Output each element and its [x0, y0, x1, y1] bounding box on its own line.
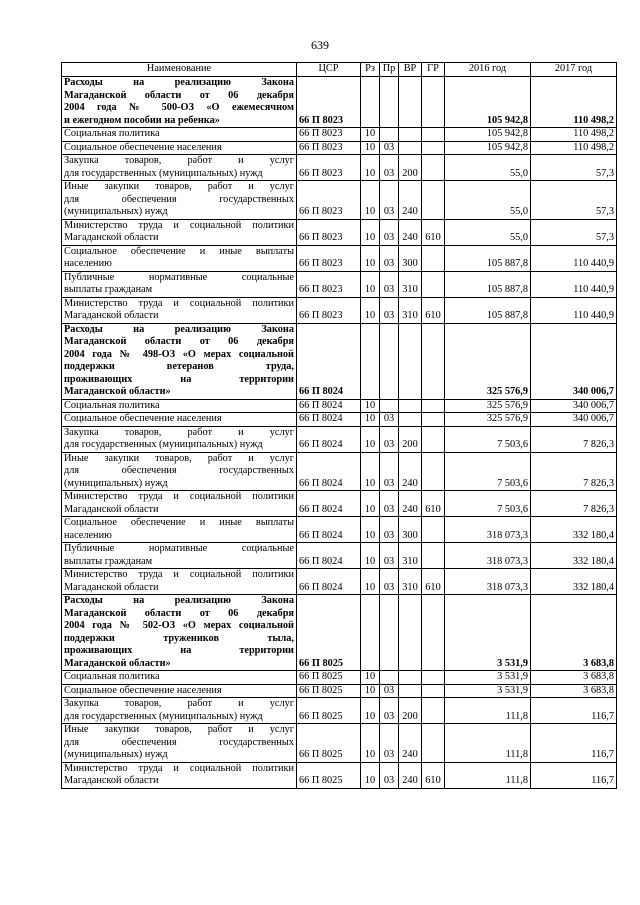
- row-value-2016: 105 942,8: [445, 128, 531, 142]
- table-row: [62, 684, 617, 698]
- row-vr: [399, 684, 422, 698]
- row-value-2016: 111,8: [445, 762, 531, 788]
- row-gr: [422, 698, 445, 724]
- row-vr: 310: [399, 543, 422, 569]
- row-name: [62, 271, 297, 297]
- table-row: [62, 595, 617, 671]
- row-value-2017: 116,7: [531, 698, 617, 724]
- table-row: [62, 141, 617, 155]
- row-name-line: Расходы на реализацию Закона: [64, 77, 294, 88]
- row-name-line: и ежегодном пособии на ребенка»: [64, 114, 220, 126]
- row-pr: 03: [380, 724, 399, 763]
- col-header-rz: Рз: [361, 63, 380, 77]
- table-row: [62, 724, 617, 763]
- row-name-line: Публичные нормативные социальные: [64, 271, 294, 283]
- row-value-2016: 105 887,8: [445, 297, 531, 323]
- table-row: [62, 413, 617, 427]
- row-pr: 03: [380, 684, 399, 698]
- row-name-line: проживающих на территории: [64, 645, 294, 656]
- row-name-line: выплаты гражданам: [64, 555, 153, 567]
- row-value-2017: 116,7: [531, 724, 617, 763]
- table-row: [62, 399, 617, 413]
- row-name-line: Социальное обеспечение и иные выплаты: [64, 517, 294, 528]
- row-name-line: Социальное обеспечение и иные выплаты: [64, 245, 294, 257]
- row-csr: 66 П 8023: [297, 181, 361, 220]
- row-value-2016: 111,8: [445, 724, 531, 763]
- row-name-line: Магаданской области: [64, 232, 159, 243]
- table-row: [62, 569, 617, 595]
- row-vr: 310: [399, 271, 422, 297]
- row-name-line: Магаданской области»: [64, 386, 171, 397]
- row-name-line: для государственных (муниципальных) нужд: [64, 710, 263, 722]
- row-pr: [380, 128, 399, 142]
- row-rz: 10: [361, 413, 380, 427]
- table-row: [62, 762, 617, 788]
- row-name: [62, 413, 297, 427]
- row-value-2016: 55,0: [445, 155, 531, 181]
- row-pr: 03: [380, 452, 399, 491]
- row-value-2016: 111,8: [445, 698, 531, 724]
- row-name-line: Министерство труда и социальной политики: [64, 491, 294, 502]
- row-gr: [422, 684, 445, 698]
- row-pr: [380, 399, 399, 413]
- table-row: [62, 297, 617, 323]
- row-pr: 03: [380, 426, 399, 452]
- row-gr: [422, 452, 445, 491]
- row-name: [62, 762, 297, 788]
- row-value-2017: 340 006,7: [531, 399, 617, 413]
- row-value-2016: 3 531,9: [445, 671, 531, 685]
- row-pr: 03: [380, 245, 399, 271]
- row-name: [62, 399, 297, 413]
- row-csr: 66 П 8024: [297, 399, 361, 413]
- row-rz: 10: [361, 762, 380, 788]
- table-row: [62, 128, 617, 142]
- table-row: [62, 543, 617, 569]
- row-rz: 10: [361, 181, 380, 220]
- table-row: [62, 219, 617, 245]
- row-name-line: Магаданской области»: [64, 657, 171, 669]
- row-name-line: 2004 года № 498-ОЗ «О мерах социальной: [64, 348, 294, 360]
- row-name: [62, 426, 297, 452]
- row-name-line: проживающих на территории: [64, 373, 294, 385]
- row-rz: 10: [361, 671, 380, 685]
- table-row: [62, 323, 617, 399]
- row-pr: 03: [380, 181, 399, 220]
- row-name-line: Магаданской области: [64, 775, 159, 786]
- row-gr: [422, 245, 445, 271]
- row-name: [62, 141, 297, 155]
- page-number: 639: [311, 38, 329, 52]
- table-row: [62, 491, 617, 517]
- row-vr: [399, 399, 422, 413]
- row-name-line: Министерство труда и социальной политики: [64, 297, 294, 309]
- row-rz: 10: [361, 141, 380, 155]
- row-name: [62, 491, 297, 517]
- row-vr: [399, 128, 422, 142]
- row-vr: 300: [399, 517, 422, 543]
- row-value-2016: 325 576,9: [445, 323, 531, 399]
- row-pr: 03: [380, 517, 399, 543]
- row-value-2016: 105 887,8: [445, 245, 531, 271]
- table-body: [62, 77, 617, 789]
- row-gr: [422, 399, 445, 413]
- row-rz: 10: [361, 452, 380, 491]
- row-name-line: поддержки ветеранов труда,: [64, 361, 294, 372]
- row-gr: [422, 128, 445, 142]
- row-name-line: Социальное обеспечение населения: [64, 413, 222, 424]
- col-header-2017: 2017 год: [531, 63, 617, 77]
- row-value-2017: 110 440,9: [531, 271, 617, 297]
- row-name-line: для государственных (муниципальных) нужд: [64, 167, 263, 179]
- row-value-2017: 332 180,4: [531, 517, 617, 543]
- row-name-line: населению: [64, 258, 112, 269]
- col-header-2016: 2016 год: [445, 63, 531, 77]
- row-name: [62, 595, 297, 671]
- row-rz: [361, 77, 380, 128]
- row-name: [62, 569, 297, 595]
- row-gr: [422, 181, 445, 220]
- table-row: [62, 181, 617, 220]
- row-name-line: для государственных (муниципальных) нужд: [64, 439, 263, 450]
- row-name-line: Магаданской области: [64, 581, 159, 593]
- row-value-2016: 318 073,3: [445, 517, 531, 543]
- row-value-2017: 340 006,7: [531, 323, 617, 399]
- row-name: [62, 155, 297, 181]
- row-csr: 66 П 8025: [297, 595, 361, 671]
- row-vr: 240: [399, 491, 422, 517]
- row-pr: 03: [380, 543, 399, 569]
- row-gr: [422, 155, 445, 181]
- row-csr: 66 П 8025: [297, 684, 361, 698]
- row-value-2017: 7 826,3: [531, 426, 617, 452]
- row-value-2016: 325 576,9: [445, 399, 531, 413]
- row-value-2016: 318 073,3: [445, 569, 531, 595]
- row-name-line: Социальная политика: [64, 671, 160, 682]
- row-name: [62, 724, 297, 763]
- row-name: [62, 181, 297, 220]
- table-row: [62, 517, 617, 543]
- row-name: [62, 543, 297, 569]
- row-csr: 66 П 8024: [297, 413, 361, 427]
- row-name-line: Министерство труда и социальной политики: [64, 219, 294, 231]
- row-value-2016: 55,0: [445, 181, 531, 220]
- col-header-pr: Пр: [380, 63, 399, 77]
- row-vr: 300: [399, 245, 422, 271]
- row-vr: 240: [399, 724, 422, 763]
- row-name: [62, 245, 297, 271]
- row-value-2016: 318 073,3: [445, 543, 531, 569]
- row-name-line: населению: [64, 529, 112, 541]
- row-value-2017: 110 440,9: [531, 245, 617, 271]
- row-csr: 66 П 8023: [297, 141, 361, 155]
- row-csr: 66 П 8024: [297, 323, 361, 399]
- row-value-2017: 57,3: [531, 181, 617, 220]
- row-name-line: Магаданской области от 06 декабря: [64, 89, 294, 101]
- row-gr: 610: [422, 297, 445, 323]
- row-csr: 66 П 8024: [297, 426, 361, 452]
- row-rz: 10: [361, 271, 380, 297]
- row-gr: [422, 77, 445, 128]
- row-rz: 10: [361, 517, 380, 543]
- row-vr: 200: [399, 426, 422, 452]
- row-csr: 66 П 8023: [297, 219, 361, 245]
- row-rz: 10: [361, 155, 380, 181]
- row-csr: 66 П 8023: [297, 271, 361, 297]
- row-name-line: Публичные нормативные социальные: [64, 543, 294, 554]
- row-value-2016: 55,0: [445, 219, 531, 245]
- row-csr: 66 П 8023: [297, 77, 361, 128]
- row-csr: 66 П 8025: [297, 762, 361, 788]
- row-pr: 03: [380, 219, 399, 245]
- row-name-line: Иные закупки товаров, работ и услуг: [64, 452, 294, 464]
- row-value-2016: 105 942,8: [445, 77, 531, 128]
- row-pr: 03: [380, 491, 399, 517]
- row-gr: 610: [422, 569, 445, 595]
- row-value-2016: 7 503,6: [445, 491, 531, 517]
- table-row: [62, 245, 617, 271]
- row-value-2016: 7 503,6: [445, 426, 531, 452]
- row-name: [62, 219, 297, 245]
- table-row: [62, 271, 617, 297]
- row-name-line: (муниципальных) нужд: [64, 749, 168, 760]
- row-name-line: Закупка товаров, работ и услуг: [64, 426, 294, 438]
- row-value-2016: 105 942,8: [445, 141, 531, 155]
- row-name: [62, 517, 297, 543]
- row-name-line: Социальная политика: [64, 128, 160, 139]
- row-vr: 200: [399, 155, 422, 181]
- row-pr: 03: [380, 762, 399, 788]
- row-csr: 66 П 8025: [297, 724, 361, 763]
- row-name: [62, 297, 297, 323]
- row-vr: 200: [399, 698, 422, 724]
- row-gr: 610: [422, 491, 445, 517]
- row-gr: [422, 724, 445, 763]
- row-name-line: Расходы на реализацию Закона: [64, 595, 294, 606]
- row-value-2017: 110 498,2: [531, 128, 617, 142]
- row-csr: 66 П 8025: [297, 671, 361, 685]
- row-name-line: (муниципальных) нужд: [64, 206, 168, 217]
- row-rz: 10: [361, 684, 380, 698]
- table-row: [62, 426, 617, 452]
- row-vr: [399, 595, 422, 671]
- row-name-line: Расходы на реализацию Закона: [64, 323, 294, 335]
- row-csr: 66 П 8024: [297, 491, 361, 517]
- table-row: [62, 77, 617, 128]
- row-vr: 240: [399, 452, 422, 491]
- row-name-line: Магаданской области: [64, 310, 159, 321]
- row-name-line: поддержки тружеников тыла,: [64, 632, 294, 644]
- table-row: [62, 671, 617, 685]
- row-rz: 10: [361, 245, 380, 271]
- row-name-line: Иные закупки товаров, работ и услуг: [64, 724, 294, 735]
- row-name-line: 2004 года № 500-ОЗ «О ежемесячном: [64, 102, 294, 113]
- row-value-2016: 105 887,8: [445, 271, 531, 297]
- row-csr: 66 П 8023: [297, 245, 361, 271]
- row-name-line: Магаданской области: [64, 503, 159, 515]
- row-value-2017: 57,3: [531, 155, 617, 181]
- row-gr: [422, 543, 445, 569]
- row-name-line: Магаданской области от 06 декабря: [64, 607, 294, 619]
- row-value-2017: 3 683,8: [531, 595, 617, 671]
- row-vr: 240: [399, 219, 422, 245]
- row-value-2016: 325 576,9: [445, 413, 531, 427]
- row-pr: 03: [380, 141, 399, 155]
- row-rz: 10: [361, 399, 380, 413]
- row-pr: [380, 595, 399, 671]
- row-value-2017: 332 180,4: [531, 543, 617, 569]
- row-name-line: Закупка товаров, работ и услуг: [64, 698, 294, 709]
- row-rz: 10: [361, 698, 380, 724]
- table-row: [62, 452, 617, 491]
- col-header-name: Наименование: [62, 63, 297, 77]
- row-value-2016: 7 503,6: [445, 452, 531, 491]
- row-value-2016: 3 531,9: [445, 595, 531, 671]
- row-vr: 240: [399, 762, 422, 788]
- row-name-line: (муниципальных) нужд: [64, 477, 168, 489]
- row-name-line: Иные закупки товаров, работ и услуг: [64, 181, 294, 192]
- row-pr: [380, 77, 399, 128]
- row-gr: [422, 426, 445, 452]
- row-csr: 66 П 8024: [297, 452, 361, 491]
- row-name: [62, 128, 297, 142]
- row-name: [62, 323, 297, 399]
- row-value-2017: 3 683,8: [531, 684, 617, 698]
- row-value-2017: 57,3: [531, 219, 617, 245]
- row-name-line: выплаты гражданам: [64, 284, 153, 295]
- row-csr: 66 П 8024: [297, 543, 361, 569]
- row-rz: 10: [361, 491, 380, 517]
- table-header: [62, 63, 617, 77]
- row-name: [62, 684, 297, 698]
- row-vr: 310: [399, 297, 422, 323]
- row-pr: 03: [380, 569, 399, 595]
- row-rz: [361, 595, 380, 671]
- row-vr: [399, 77, 422, 128]
- row-rz: 10: [361, 219, 380, 245]
- row-rz: [361, 323, 380, 399]
- col-header-csr: ЦСР: [297, 63, 361, 77]
- row-rz: 10: [361, 426, 380, 452]
- row-pr: [380, 323, 399, 399]
- row-gr: [422, 271, 445, 297]
- budget-table: [61, 62, 617, 789]
- row-gr: [422, 323, 445, 399]
- row-name: [62, 77, 297, 128]
- col-header-vr: ВР: [399, 63, 422, 77]
- row-name: [62, 671, 297, 685]
- row-vr: 310: [399, 569, 422, 595]
- table-row: [62, 698, 617, 724]
- row-name: [62, 698, 297, 724]
- row-value-2016: 3 531,9: [445, 684, 531, 698]
- row-name-line: Министерство труда и социальной политики: [64, 762, 294, 774]
- row-vr: [399, 671, 422, 685]
- row-pr: 03: [380, 413, 399, 427]
- row-vr: [399, 413, 422, 427]
- row-name-line: для обеспечения государственных: [64, 736, 294, 748]
- row-csr: 66 П 8023: [297, 128, 361, 142]
- row-pr: 03: [380, 698, 399, 724]
- row-name-line: Социальное обеспечение населения: [64, 684, 222, 696]
- row-name-line: Министерство труда и социальной политики: [64, 569, 294, 580]
- row-name: [62, 452, 297, 491]
- row-vr: 240: [399, 181, 422, 220]
- table-row: [62, 155, 617, 181]
- row-value-2017: 340 006,7: [531, 413, 617, 427]
- row-name-line: Закупка товаров, работ и услуг: [64, 155, 294, 166]
- row-pr: [380, 671, 399, 685]
- row-name-line: Социальная политика: [64, 399, 160, 411]
- row-name-line: Магаданской области от 06 декабря: [64, 336, 294, 347]
- row-gr: 610: [422, 762, 445, 788]
- row-name-line: для обеспечения государственных: [64, 465, 294, 476]
- row-csr: 66 П 8023: [297, 155, 361, 181]
- row-gr: [422, 413, 445, 427]
- row-value-2017: 110 498,2: [531, 77, 617, 128]
- row-value-2017: 3 683,8: [531, 671, 617, 685]
- col-header-gr: ГР: [422, 63, 445, 77]
- row-rz: 10: [361, 128, 380, 142]
- row-gr: [422, 141, 445, 155]
- row-name-line: для обеспечения государственных: [64, 193, 294, 205]
- row-rz: 10: [361, 724, 380, 763]
- row-pr: 03: [380, 297, 399, 323]
- row-csr: 66 П 8025: [297, 698, 361, 724]
- row-vr: [399, 323, 422, 399]
- row-csr: 66 П 8023: [297, 297, 361, 323]
- row-name-line: Социальное обеспечение населения: [64, 141, 222, 153]
- row-pr: 03: [380, 155, 399, 181]
- row-value-2017: 110 440,9: [531, 297, 617, 323]
- row-value-2017: 116,7: [531, 762, 617, 788]
- row-rz: 10: [361, 569, 380, 595]
- row-value-2017: 332 180,4: [531, 569, 617, 595]
- row-rz: 10: [361, 297, 380, 323]
- row-gr: [422, 517, 445, 543]
- row-pr: 03: [380, 271, 399, 297]
- row-value-2017: 110 498,2: [531, 141, 617, 155]
- row-gr: [422, 595, 445, 671]
- row-value-2017: 7 826,3: [531, 452, 617, 491]
- row-vr: [399, 141, 422, 155]
- row-gr: 610: [422, 219, 445, 245]
- row-csr: 66 П 8024: [297, 569, 361, 595]
- row-value-2017: 7 826,3: [531, 491, 617, 517]
- row-rz: 10: [361, 543, 380, 569]
- row-gr: [422, 671, 445, 685]
- row-csr: 66 П 8024: [297, 517, 361, 543]
- row-name-line: 2004 года № 502-ОЗ «О мерах социальной: [64, 620, 294, 631]
